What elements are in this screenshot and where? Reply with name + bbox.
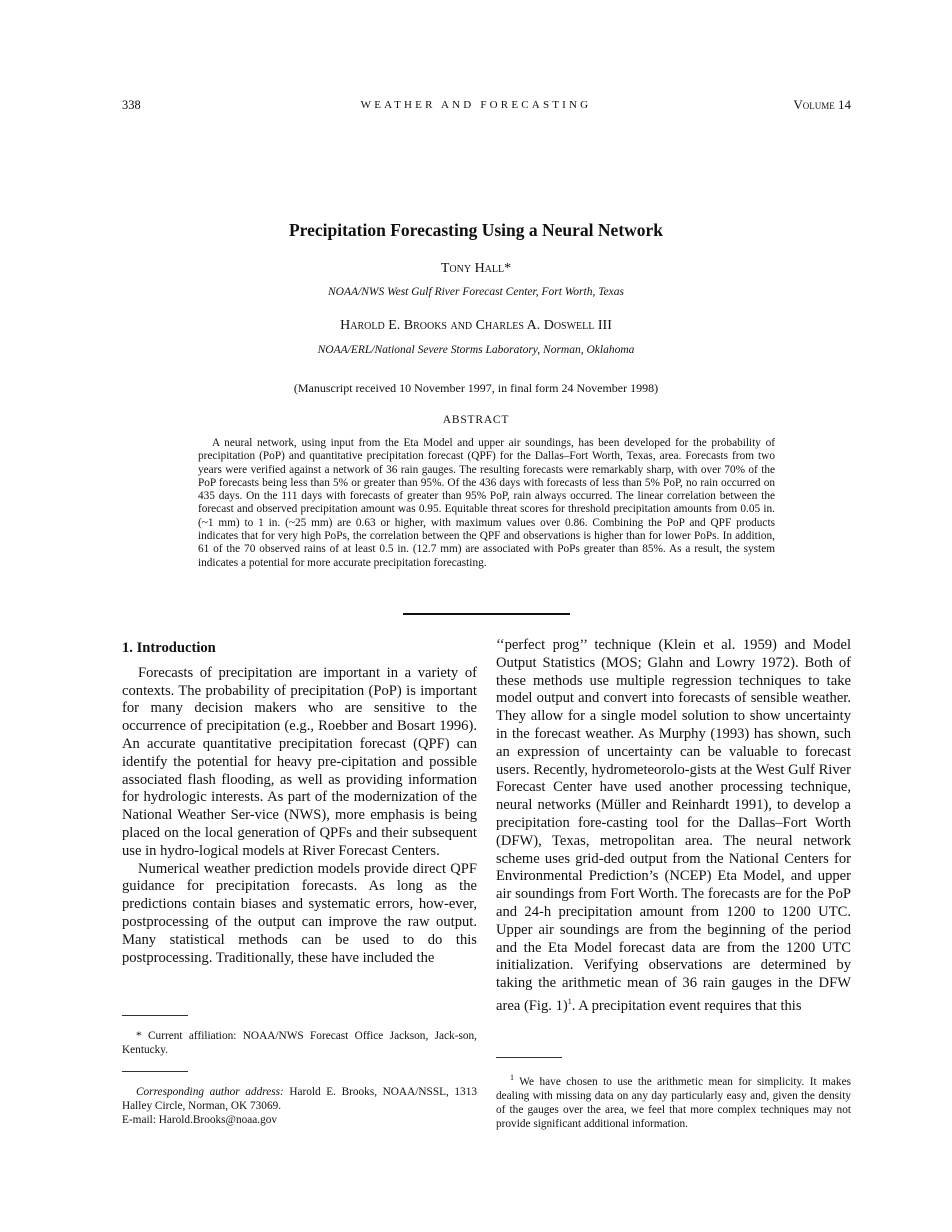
volume-label: Volume 14 [793,97,851,112]
footnote-rule [122,1015,188,1016]
manuscript-dates: (Manuscript received 10 November 1997, in final form 24 November 1998) [293,381,659,395]
page-number: 338 [122,98,141,112]
affiliation-2: NOAA/ERL/National Severe Storms Laboratory, Norman, Oklahoma [317,344,635,356]
left-column [122,640,477,967]
corr-label: Corresponding author address: [136,1086,284,1098]
footnote-text [122,1085,477,1113]
paper-title: Precipitation Forecasting Using a Neural Network [288,220,664,240]
footnote-rule [122,1071,188,1072]
abstract-heading: ABSTRACT [442,414,510,426]
section-divider [403,613,570,615]
paragraph-text: ‘‘perfect prog’’ technique (Klein et al. 1959) and Model Output Statistics (MOS; Glahn and Lowry 1972). Both of these methods use multiple regression techniques to take model output and convert into forecasts of sensible weather. They allow for a single model solution to show uncertainty in the forecast weather. As Murphy (1993) has shown, such an expression of uncertainty can be valuable to forecast users. Recently, hydrometeorolo-gists at the West Gulf River Forecast Center have used another processing technique, neural networks (Müller and Reinhardt 1991), to develop a precipitation fore-casting tool for the Dallas–Fort Worth (DFW), Texas, metropolitan area. The neural network scheme uses grid-ded output from the National Centers for Environmental Prediction’s (NCEP) Eta Model, and upper air soundings from Fort Worth. The forecasts are for the PoP and 24-h precipitation amount from 1200 to 1200 UTC. Upper air soundings are from the beginning of the period and the Eta Model forecast data are from the 1200 UTC initialization. Verifying observations are determined by taking the arithmetic mean of 36 rain gauges in the DFW area (Fig. 1) [496,637,851,1014]
paragraph: Numerical weather prediction models provide direct QPF guidance for precipitation forecasts. As long as the predictions contain biases and systematic errors, how-ever, postprocessing of the output can improve the raw output. Many statistical methods can be used to do this postprocessing. Traditionally, these have included the [122,860,477,966]
paragraph: Forecasts of precipitation are important in a variety of contexts. The probability of precipitation (PoP) is important for many decision makers who are sensitive to the occurrence of precipitation (e.g., Roebber and Bosart 1996). An accurate quantitative precipitation forecast (QPF) can identify the potential for heavy pre-cipitation and possible associated flash flooding, as well as providing information for hydrologic interests. As part of the modernization of the National Weather Ser-vice (NWS), more emphasis is being placed on the local generation of QPFs and their subsequent use in hydro-logical models at River Forecast Centers. [122,664,477,859]
footnote-text [496,1071,851,1131]
corr-email: E-mail: Harold.Brooks@noaa.gov [122,1114,278,1126]
abstract-text: A neural network, using input from the Eta Model and upper air soundings, has been developed for the probability of precipitation (PoP) and quantitative precipitation forecast (QPF) for the Dallas–Fort Worth, Texas, area. Forecasts from two years were verified against a network of 36 rain gauges. The resulting forecasts were remarkably sharp, with over 70% of the PoP forecasts being less than 5% or greater than 95%. Of the 436 days with forecasts of less than 5% PoP, no rain occurred on 435 days. On the 111 days with forecasts of greater than 95% PoP, rain always occurred. The linear correlation between the forecast and observed precipitation amount was 0.95. Equitable threat scores for threshold precipitation amounts from 0.05 in. (~1 mm) to 1 in. (~25 mm) are 0.63 or higher, with maximum values over 0.86. Combining the PoP and QPF products indicates that for very high PoPs, the correlation between the QPF and observations is higher than for lower PoPs. In addition, 61 of the 70 observed rains of at least 0.5 in. (12.7 mm) are associated with PoPs greater than 85%. As a result, the system indicates a potential for more accurate precipitation forecasting. [198,437,775,569]
author-2: Harold E. Brooks and Charles A. Doswell III [340,318,612,333]
footnote-body: We have chosen to use the arithmetic mean for simplicity. It makes dealing with missing data on any day particularly easy and, given the density of the gauges over the area, we feel that more complex techniques may not provide significant additional information. [496,1075,851,1130]
footnote-correspondence [122,1085,477,1127]
paragraph-tail: . A precipitation event requires that this [571,997,802,1014]
footnote-rule [496,1057,562,1058]
footnote-marker: 1 [567,996,572,1006]
footnote-text: * Current affiliation: NOAA/NWS Forecast Office Jackson, Jack-son, Kentucky. [122,1030,477,1056]
footnote-affiliation [122,1029,477,1057]
corr-address: Harold E. Brooks, NOAA/NSSL, 1313 Halley Circle, Norman, OK 73069. [122,1086,477,1112]
footnote-1 [496,1071,851,1131]
journal-name: WEATHER AND FORECASTING [360,99,592,111]
affiliation-1: NOAA/NWS West Gulf River Forecast Center, Fort Worth, Texas [327,286,624,298]
author-1: Tony Hall* [440,261,512,276]
section-heading: 1. Introduction [122,640,216,656]
paragraph [496,637,851,1016]
footnote-marker: 1 [510,1073,514,1082]
right-column [496,637,851,1016]
